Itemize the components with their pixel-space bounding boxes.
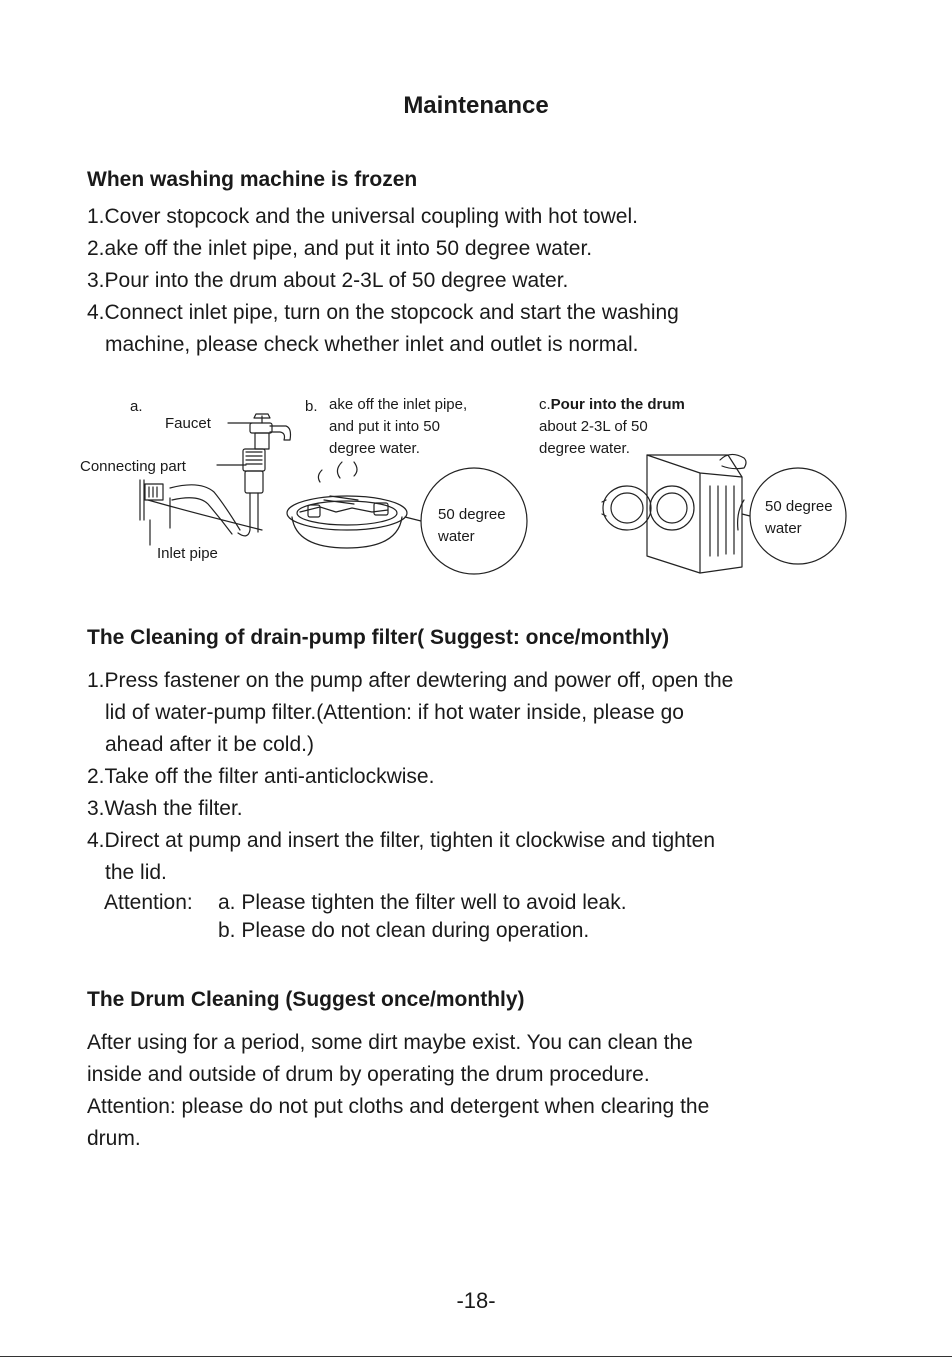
drum-line-4: drum. <box>87 1127 141 1150</box>
drum-line-3: Attention: please do not put cloths and detergent when clearing the <box>87 1095 710 1118</box>
fig-b-line-1: ake off the inlet pipe, <box>329 396 468 413</box>
section-heading-frozen: When washing machine is frozen <box>87 168 418 191</box>
fig-c-text <box>539 394 685 460</box>
section-heading-filter: The Cleaning of drain-pump filter( Suggest: once/monthly) <box>87 626 670 649</box>
fig-b-bubble-text <box>438 504 506 548</box>
filter-steps <box>87 665 733 889</box>
filter-line-3: ahead after it be cold.) <box>105 733 314 756</box>
section-heading-drum: The Drum Cleaning (Suggest once/monthly) <box>87 988 525 1011</box>
page-number: -18- <box>456 1288 496 1313</box>
frozen-step-4: 4.Connect inlet pipe, turn on the stopcock and start the washing <box>87 301 679 324</box>
filter-line-7: the lid. <box>105 861 167 884</box>
frozen-step-4-cont: machine, please check whether inlet and outlet is normal. <box>105 333 639 356</box>
filter-line-4: 2.Take off the filter anti-anticlockwise. <box>87 765 435 788</box>
fig-b-marker: b. <box>305 398 318 415</box>
frozen-step-1: 1.Cover stopcock and the universal coupling with hot towel. <box>87 205 638 228</box>
fig-c-bubble-text <box>765 496 833 540</box>
label-faucet: Faucet <box>165 415 211 432</box>
frozen-step-3: 3.Pour into the drum about 2-3L of 50 degree water. <box>87 269 569 292</box>
fig-c-bold: Pour into the drum <box>550 396 685 413</box>
fig-c-bubble-line-2: water <box>765 520 802 537</box>
frozen-step-2: 2.ake off the inlet pipe, and put it into 50 degree water. <box>87 237 593 260</box>
fig-c-line-2: degree water. <box>539 440 630 457</box>
bottom-rule <box>0 1356 952 1357</box>
label-inlet-pipe: Inlet pipe <box>157 545 218 562</box>
fig-b-text <box>329 394 467 460</box>
filter-line-2: lid of water-pump filter.(Attention: if hot water inside, please go <box>105 701 684 724</box>
label-connecting-part: Connecting part <box>80 458 186 475</box>
filter-line-1: 1.Press fastener on the pump after dewtering and power off, open the <box>87 669 734 692</box>
filter-line-6: 4.Direct at pump and insert the filter, tighten it clockwise and tighten <box>87 829 716 852</box>
attention-item-a: a. Please tighten the filter well to avoid leak. <box>218 891 627 914</box>
faucet-illustration <box>140 414 291 545</box>
fig-c-bubble-line-1: 50 degree <box>765 498 833 515</box>
page-title: Maintenance <box>403 92 549 119</box>
drum-line-1: After using for a period, some dirt maybe exist. You can clean the <box>87 1031 693 1054</box>
fig-b-line-2: and put it into 50 <box>329 418 440 435</box>
attention-label: Attention: <box>104 891 193 914</box>
fig-c-line-1: about 2-3L of 50 <box>539 418 648 435</box>
maintenance-illustration <box>0 380 952 590</box>
fig-a-marker: a. <box>130 398 143 415</box>
attention-item-b: b. Please do not clean during operation. <box>218 919 590 942</box>
fig-b-bubble-line-1: 50 degree <box>438 506 506 523</box>
frozen-steps <box>87 201 679 361</box>
fig-c-marker: c. <box>539 396 551 413</box>
fig-b-bubble-line-2: water <box>438 528 475 545</box>
fig-b-line-3: degree water. <box>329 440 420 457</box>
filter-line-5: 3.Wash the filter. <box>87 797 243 820</box>
filter-attention <box>104 889 193 917</box>
filter-attention-items <box>218 889 627 945</box>
drum-line-2: inside and outside of drum by operating the drum procedure. <box>87 1063 650 1086</box>
drum-text <box>87 1027 709 1155</box>
